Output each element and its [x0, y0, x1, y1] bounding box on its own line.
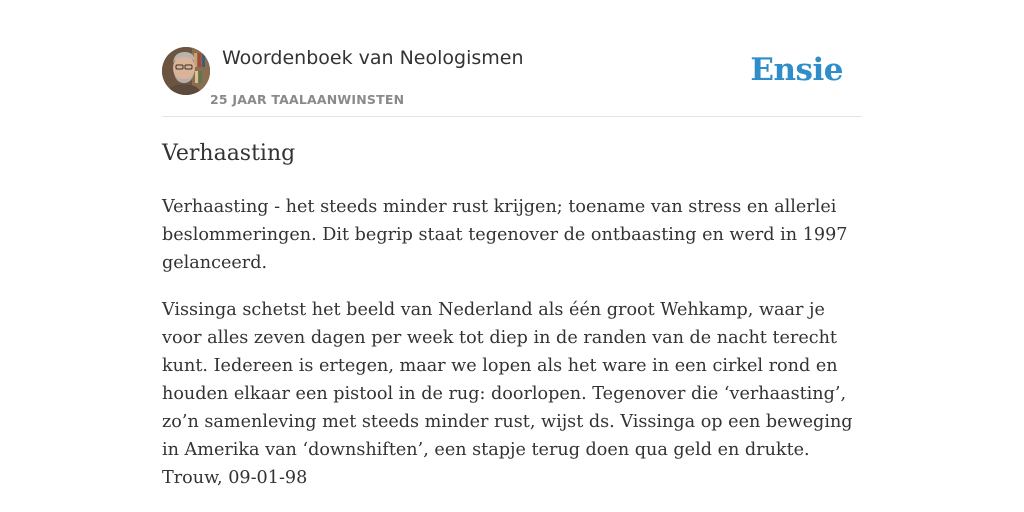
definition-paragraph: Verhaasting - het steeds minder rust krijgen; toename van stress en allerlei beslommeringen. Dit begrip staat tegenover de ontbaasting en werd in 1997 gelanceerd. — [162, 197, 848, 273]
author-portrait-icon — [162, 47, 210, 95]
author-avatar[interactable] — [162, 47, 210, 95]
ensie-logo[interactable]: Ensie — [750, 52, 843, 88]
entry-title: Verhaasting — [162, 141, 296, 166]
author-subtitle: 25 JAAR TAALAANWINSTEN — [210, 92, 405, 107]
author-name[interactable]: Woordenboek van Neologismen — [222, 47, 524, 69]
entry-content — [162, 193, 862, 511]
header — [162, 46, 862, 117]
quote-paragraph: Vissinga schetst het beeld van Nederland als één groot Wehkamp, waar je voor alles zeven dagen per week tot diep in de randen van de nacht terecht kunt. Iedereen is ertegen, maar we lopen als het ware in een cirkel rond en houden elkaar een pistool in de rug: doorlopen. Tegenover die ‘verhaasting’, zo’n samenleving met steeds minder rust, wijst ds. Vissinga op een beweging in Amerika van ‘downshiften’, een stapje terug doen qua geld en drukte. Trouw, 09-01-98 — [162, 300, 853, 488]
